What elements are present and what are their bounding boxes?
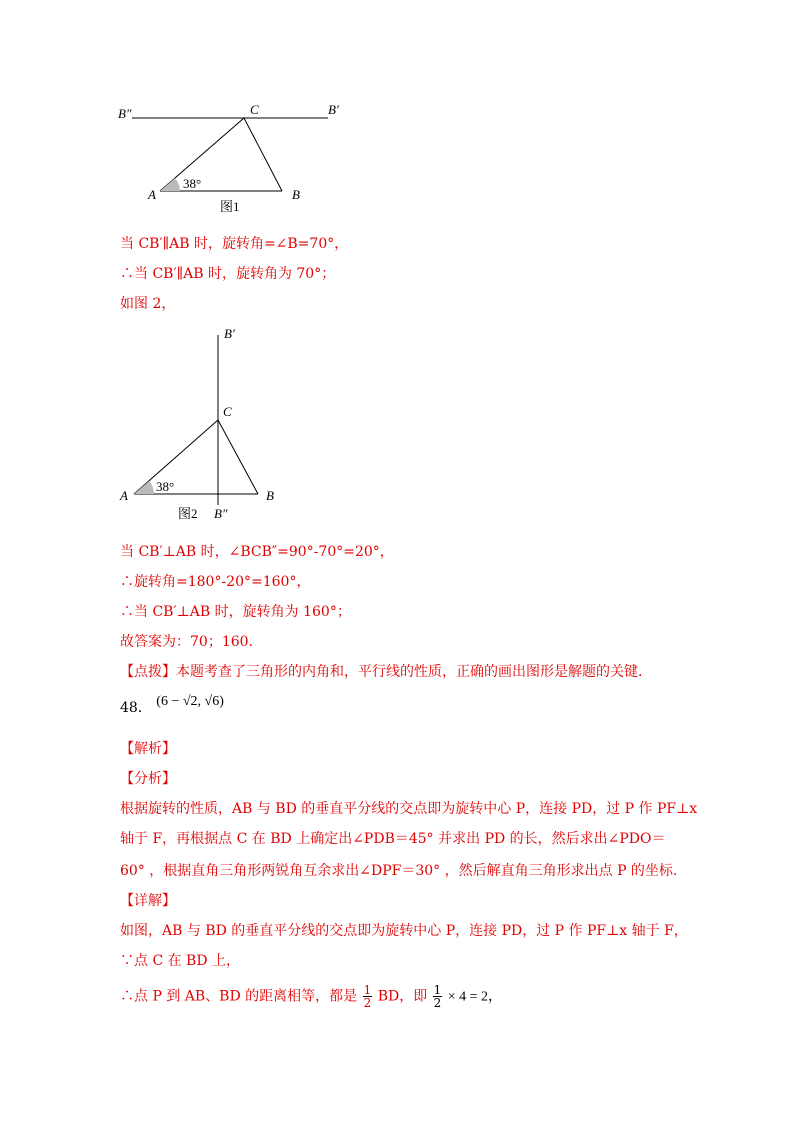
detail-line-2: ∵点 C 在 BD 上， (120, 953, 241, 969)
analysis-line-1: 根据旋转的性质，AB 与 BD 的垂直平分线的交点即为旋转中心 P，连接 PD，过 P 作 PF⊥x (120, 801, 698, 817)
label-b-prime: B′ (328, 102, 339, 117)
question-number: 48． (120, 700, 152, 716)
section-fenxi: 【分析】 (120, 771, 176, 787)
analysis-line-3: 60° ，根据直角三角形两锐角互余求出∠DPF＝30° ，然后解直角三角形求出点 P 的坐标. (120, 863, 678, 879)
segment-ac (134, 420, 218, 494)
section-xiangjie: 【详解】 (120, 893, 176, 909)
label-b: B (292, 187, 300, 202)
figure-1 (110, 95, 370, 220)
segment-cb (244, 118, 282, 191)
detail-line-3-part-c: × 4 = 2， (447, 989, 503, 1005)
analysis-line-2: 轴于 F，再根据点 C 在 BD 上确定出∠PDB＝45° 并求出 PD 的长，然后求出∠PDO＝ (120, 831, 666, 847)
text-line-3: 如图 2， (120, 296, 176, 312)
fraction-denominator: 2 (363, 996, 372, 1010)
label-angle: 38° (156, 479, 175, 494)
detail-line-3-part-a: ∴点 P 到 AB、BD 的距离相等，都是 (120, 988, 358, 1005)
fraction-one-half-2 (433, 984, 443, 1009)
detail-line-3-part-b: BD，即 (377, 988, 428, 1005)
detail-line-1: 如图，AB 与 BD 的垂直平分线的交点即为旋转中心 P，连接 PD，过 P 作 PF⊥x 轴于 F， (120, 923, 688, 939)
caption: 图2 (178, 506, 198, 521)
segment-cb (218, 420, 258, 494)
detail-line-3 (120, 984, 502, 1009)
segment-ac (160, 118, 244, 191)
comment-line: 【点拨】本题考查了三角形的内角和，平行线的性质，正确的画出图形是解题的关键. (120, 664, 643, 680)
text-line-1: 当 CB′∥AB 时，旋转角=∠B=70°， (120, 236, 349, 252)
question-48 (120, 694, 224, 717)
angle-a-mark (160, 178, 180, 191)
text-line-7: 故答案为：70；160. (120, 634, 253, 650)
fraction-numerator-2: 1 (433, 983, 442, 997)
fraction-denominator-2: 2 (433, 996, 442, 1010)
label-angle: 38° (183, 176, 202, 191)
caption: 图1 (220, 199, 240, 214)
label-b-double-prime: B″ (118, 106, 132, 121)
text-line-5: ∴旋转角=180°-20°=160°， (120, 574, 311, 590)
label-b-double-prime: B″ (214, 506, 228, 521)
fraction-numerator: 1 (363, 983, 372, 997)
text-line-2: ∴当 CB′∥AB 时，旋转角为 70°； (120, 266, 336, 282)
section-jiexi: 【解析】 (120, 741, 176, 757)
label-c: C (223, 404, 232, 419)
angle-a-mark (134, 481, 154, 494)
text-line-6: ∴当 CB′⊥AB 时，旋转角为 160°； (120, 604, 351, 620)
label-a: A (120, 488, 128, 503)
fraction-one-half (363, 984, 373, 1009)
text-line-4: 当 CB′⊥AB 时，∠BCB″=90°-70°=20°， (120, 544, 394, 560)
label-b-prime: B′ (224, 326, 235, 341)
figure-2 (110, 320, 290, 525)
label-c: C (250, 102, 259, 117)
label-a: A (148, 187, 156, 202)
question-answer: (6 − √2, √6) (156, 694, 224, 709)
figure-1-svg (110, 95, 370, 220)
label-b: B (266, 488, 274, 503)
figure-2-svg (110, 320, 290, 525)
